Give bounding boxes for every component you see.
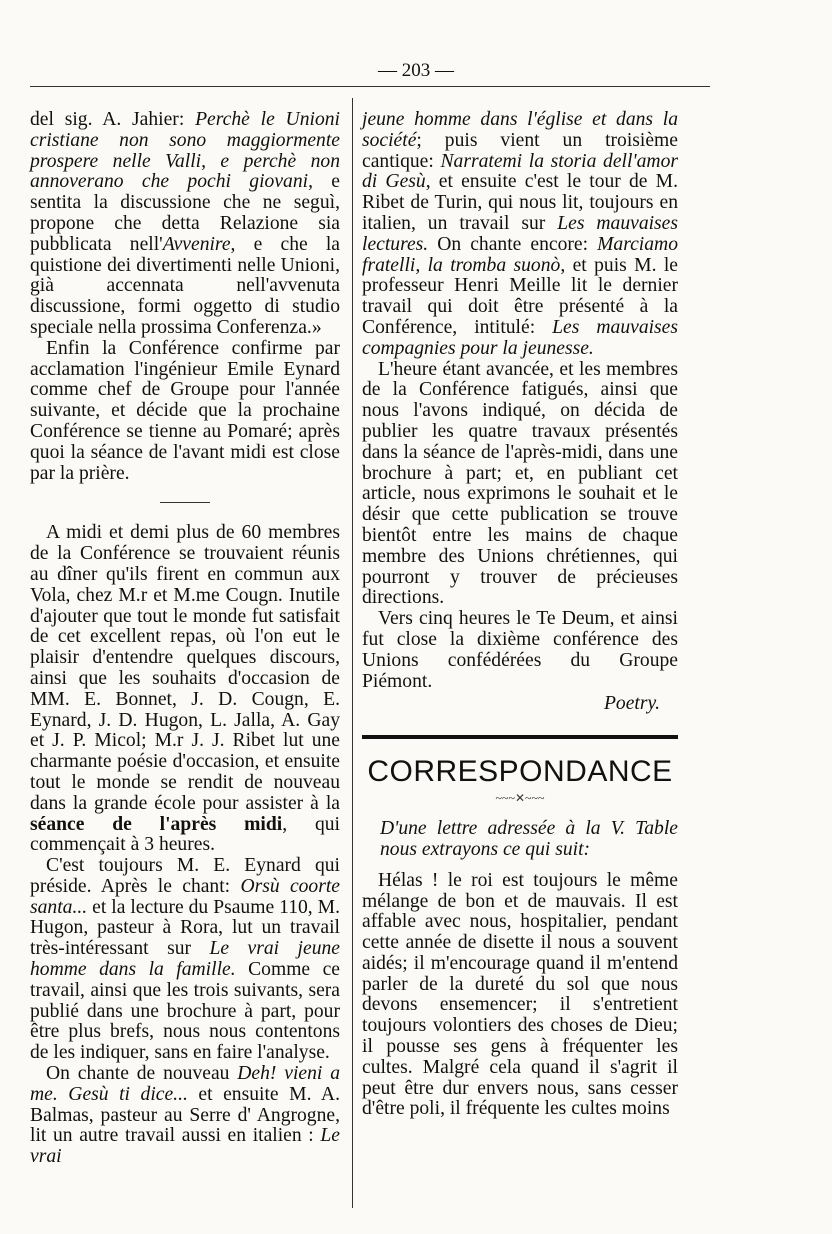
- column-divider: [352, 98, 353, 1208]
- page-number: — 203 —: [378, 60, 454, 81]
- section-rule: [362, 735, 678, 739]
- section-separator: [160, 502, 210, 503]
- ornament-divider: ~~~✕~~~: [495, 791, 545, 806]
- section-title: CORRESPONDANCE: [367, 755, 673, 789]
- paragraph-seance-apres-midi: C'est toujours M. E. Eynard qui préside. Après le chant: Orsù coorte santa... et la lecture du Psaume 110, M. Hugon, pasteur à Rora, lut un travail très-intéressant sur Le vrai jeune homme dans la famille. Comme ce travail, ainsi que les trois suivants, sera publié dans une brochure à part, pour être plus brefs, nous nous contentons de les indiquer, sans en faire l'analyse.: [30, 855, 341, 1064]
- correspondance-intro: D'une lettre adressée à la V. Table nous extrayons ce qui suit:: [380, 818, 678, 860]
- correspondance-body: Hélas ! le roi est toujours le même mélange de bon et de mauvais. Il est affable avec nous, hospitalier, pendant cette année de disette il nous a souvent aidés; il m'encourage quand il m'entend parler de la dureté du sol que nous devons ensemencer; il s'entretient toujours volontiers des choses de Dieu; il pousse ses gens à fréquenter les cultes. Malgré cela quand il s'agrit il peut être dur envers nous, sans cesser d'être poli, il fréquente les cultes moins: [362, 869, 678, 1120]
- paragraph-relazione: del sig. A. Jahier: Perchè le Unioni cristiane non sono maggiormente prospere nelle Valli, e perchè non annoverano che pochi giovani, e sentita la discussione che ne seguì, propone che detta Relazione sia pubblicata nell'Avvenire, e che la quistione dei divertimenti nelle Unioni, già accennata nell'avvenuta discussione, formi oggetto di studio speciale nella prossima Conferenza.»: [30, 109, 341, 338]
- header-rule: [30, 86, 710, 87]
- left-column: [30, 110, 340, 1168]
- paragraph-diner: A midi et demi plus de 60 membres de la Conférence se trouvaient réunis au dîner qu'ils firent en commun aux Vola, chez M.r et M.me Cougn. Inutile d'ajouter que tout le monde fut satisfait de cet excellent repas, où l'on eut le plaisir d'entendre quelques discours, ainsi que les souhaits d'occasion de MM. E. Bonnet, J. D. Cougn, E. Eynard, J. D. Hugon, L. Jalla, A. Gay et J. P. Micol; M.r J. J. Ribet lut une charmante poésie d'occasion, et ensuite tout le monde se rendit de nouveau dans la grande école pour assister à la séance de l'après midi, qui commençait à 3 heures.: [30, 522, 340, 856]
- paragraph-travaux: jeune homme dans l'église et dans la société; puis vient un troisième cantique: Narratemi la storia dell'amor di Gesù, et ensuite c'est le tour de M. Ribet de Turin, qui nous lit, toujours en italien, un travail sur Les mauvaises lectures. On chante encore: Marciamo fratelli, la tromba suonò, et puis M. le professeur Henri Meille lit le dernier travail qui doit être présenté à la Conférence, intitulé: Les mauvaises compagnies pour la jeunesse.: [362, 109, 679, 359]
- paragraph-heure-avancee: L'heure étant avancée, et les membres de la Conférence fatigués, ainsi que nous l'avons indiqué, on décida de publier les quatre travaux présentés dans la séance de l'après-midi, dans une brochure à part; et, en publiant cet article, nous exprimons le souhait et le désir que cette publication se trouve bientôt entre les mains de chaque membre des Unions chrétiennes, qui pourront y trouver de précieuses directions.: [362, 358, 678, 609]
- paragraph-chef-de-groupe: Enfin la Conférence confirme par acclamation l'ingénieur Emile Eynard comme chef de Groupe pour l'année suivante, et décide que la prochaine Conférence se tienne au Pomaré; après quoi la séance de l'avant midi est close par la prière.: [30, 337, 340, 484]
- paragraph-te-deum: Vers cinq heures le Te Deum, et ainsi fut close la dixième conférence des Unions confédérées du Groupe Piémont.: [362, 608, 678, 692]
- article-signature: Poetry.: [603, 693, 660, 715]
- paragraph-balmas: On chante de nouveau Deh! vieni a me. Gesù ti dice... et ensuite M. A. Balmas, pasteur au Serre d' Angrogne, lit un autre travail aussi en italien : Le vrai: [30, 1063, 340, 1168]
- right-column: [362, 110, 678, 1120]
